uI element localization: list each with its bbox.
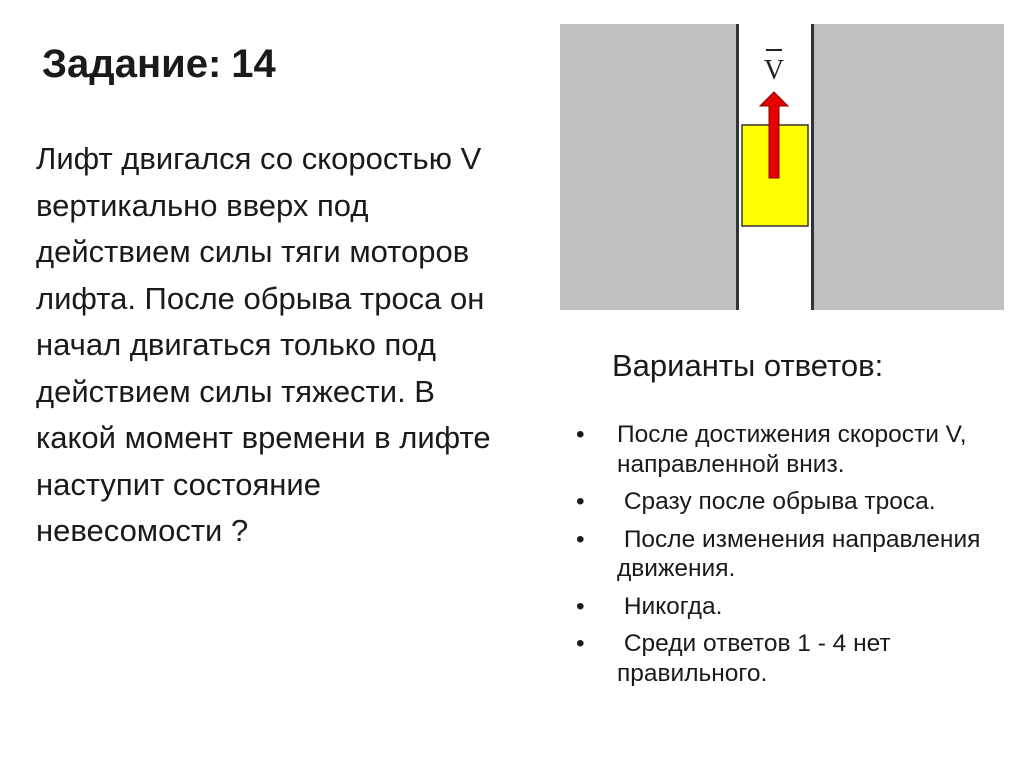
bullet-icon: • [576, 421, 585, 448]
problem-text: Лифт двигался со скоростью V вертикально вверх под действием силы тяги моторов лифта. После обрыва троса он начал двигаться только под действием силы тяжести. В какой момент времени в лифте наступит состояние невесомости ? [36, 141, 491, 548]
answer-list [576, 420, 996, 696]
answer-option-3 [576, 525, 996, 584]
bullet-icon: • [576, 592, 585, 620]
elevator-diagram [560, 24, 1004, 310]
answer-text: Среди ответов 1 - 4 нет правильного. [617, 630, 898, 687]
answer-option-5 [576, 629, 996, 688]
velocity-label: V [763, 55, 785, 86]
task-title [42, 38, 276, 90]
left-wall [560, 24, 736, 310]
bullet-icon: • [576, 488, 585, 515]
right-wall [813, 24, 1004, 310]
answer-option-4 [576, 592, 996, 622]
bullet-icon: • [576, 525, 585, 553]
elevator-figure [560, 24, 1004, 310]
answer-text: Сразу после обрыва троса. [617, 488, 936, 515]
bullet-icon: • [576, 630, 585, 657]
answer-text: После изменения направления движения. [617, 525, 988, 582]
answer-text: Никогда. [617, 592, 723, 620]
answers-title: Варианты ответов: [612, 348, 884, 383]
answer-option-2 [576, 487, 996, 517]
task-number: 14 [231, 42, 276, 86]
answer-option-1 [576, 420, 996, 479]
task-label: Задание: [42, 42, 222, 86]
answer-text: После достижения скорости V, направленной вниз. [617, 421, 974, 478]
